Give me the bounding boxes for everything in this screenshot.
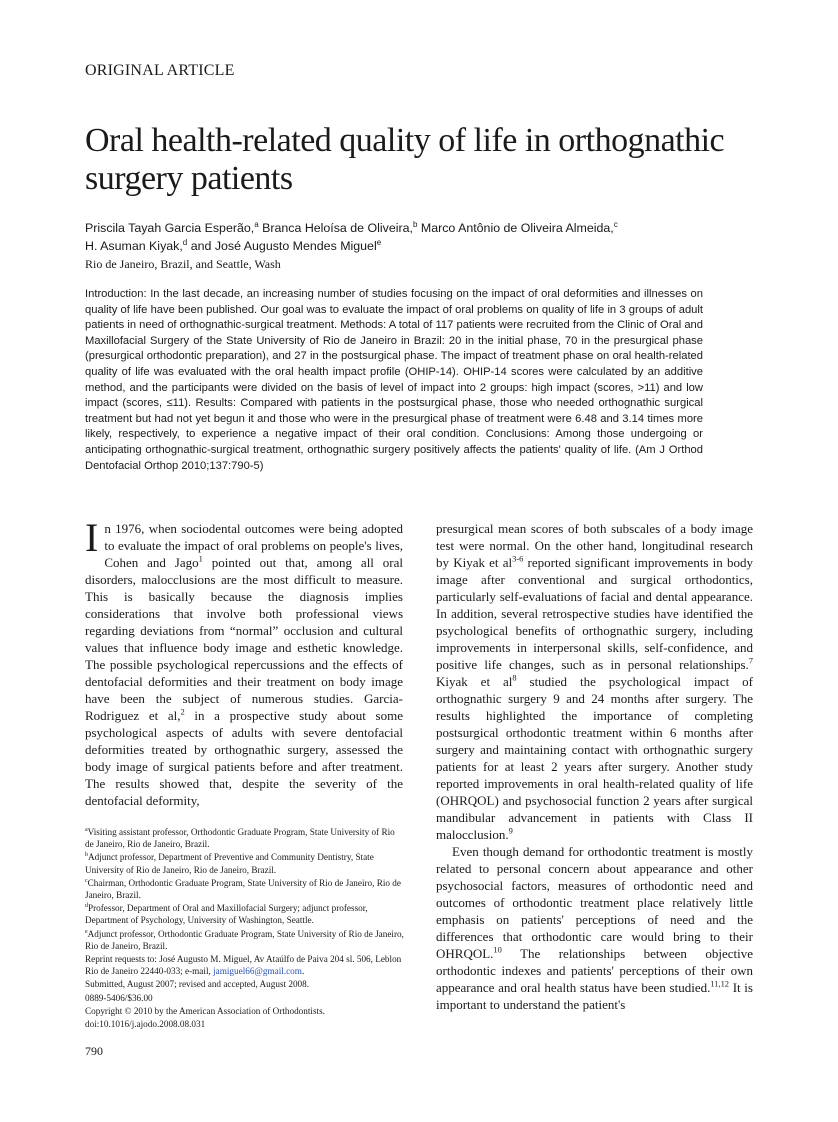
drop-cap: I (85, 515, 99, 560)
body-text: The relationships between objective orthodontic indexes and patients' perceptions of their own appearance and oral health status have been studied. (436, 946, 753, 995)
footnote (85, 902, 405, 926)
footnote (85, 877, 405, 901)
email-link[interactable]: jamiguel66@gmail.com (213, 966, 302, 977)
body-text: Even though demand for orthodontic treatment is mostly related to personal concern about appearance and other psychosocial factors, measures of orthodontic need and outcomes of orthodontic treatment place relatively little emphasis on patients' perceptions of need and the differences that orthodontic care would bring to their OHRQOL. (436, 844, 753, 961)
body-text: reported significant improvements in body image after conventional and surgical orthodontics, particularly self-evaluations of facial and dental appearance. In addition, several retrospective studies have identified the psychological benefits of orthognathic surgery, including improvements in interpersonal skills, self-confidence, and positive life changes, such as in personal relationships. (436, 555, 753, 672)
footnote-text: Chairman, Orthodontic Graduate Program, State University of Rio de Janeiro, Rio de Janeiro, Brazil. (85, 877, 401, 901)
author-name: Priscila Tayah Garcia Esperão, (85, 221, 255, 235)
body-text: n 1976, when sociodental outcomes were being adopted to evaluate the impact of oral problems on people's lives, Cohen and Jago (104, 521, 403, 570)
footnote (85, 826, 405, 850)
reprint-request (85, 953, 405, 977)
body-paragraph (85, 515, 404, 809)
footnote-text: Adjunct professor, Department of Preventive and Community Dentistry, State University of Rio de Janeiro, Rio de Janeiro, Brazil. (85, 852, 374, 875)
citation-ref: 10 (493, 944, 502, 955)
article-title: Oral health-related quality of life in orthognathic surgery patients (85, 122, 725, 197)
citation-ref: 8 (512, 672, 517, 683)
body-text: It is important to understand the patient's (436, 980, 753, 1012)
footnote-mark: c (85, 877, 88, 884)
author-name: H. Asuman Kiyak, (85, 239, 183, 253)
author-affil-mark: c (613, 219, 618, 229)
body-column-right (436, 520, 753, 1013)
body-column-left (85, 515, 404, 809)
abstract (85, 287, 703, 474)
author-list (85, 219, 725, 255)
author-name: and José Augusto Mendes Miguel (187, 239, 377, 253)
body-text: studied the psychological impact of orthognathic surgery 9 and 24 months after surgery. The results highlighted the importance of completing postsurgical orthodontic treatment within 6 months after surgery and maintaining contact with orthognathic surgery patients for at least 2 years after surgery. Another study reported improvements in oral health-related quality of life (OHRQOL) and psychosocial function 2 years after surgical mandibular advancement in patients with Class II malocclusion. (436, 674, 754, 842)
footnote-mark: d (85, 903, 88, 910)
body-text: Kiyak et al (436, 674, 513, 689)
citation-ref: 3-6 (512, 553, 524, 564)
submission-dates: Submitted, August 2007; revised and accepted, August 2008. (85, 979, 310, 990)
footnote-text: Visiting assistant professor, Orthodontic Graduate Program, State University of Rio de Janeiro, Rio de Janeiro, Brazil. (85, 827, 395, 850)
citation-ref: 1 (198, 553, 203, 564)
footnote-text: Professor, Department of Oral and Maxillofacial Surgery; adjunct professor, Department of Psychology, University of Washington, Seattle. (85, 903, 368, 926)
page-number: 790 (85, 1044, 103, 1058)
body-text: pointed out that, among all oral disorders, malocclusions are the most difficult to measure. This is basically because the diagnosis implies considerations that involve both professional views regarding deviations from “normal” occlusion and cultural values that influence body image and esthetic knowledge. The possible psychological repercussions and the effects of dentofacial deformities and their treatment on body image have been the subject of numerous studies. Garcia-Rodriguez et al, (85, 555, 404, 723)
reprint-text: Reprint requests to: José Augusto M. Miguel, Av Ataúlfo de Paiva 204 sl. 506, Leblon Rio de Janeiro 22440-033; e-mail, (85, 954, 402, 977)
author-name: Marco Antônio de Oliveira Almeida, (417, 221, 614, 235)
footnote-mark: b (85, 852, 88, 859)
footnotes (85, 826, 405, 1031)
author-affil-mark: a (254, 219, 259, 229)
body-paragraph (436, 843, 753, 1013)
author-affil-mark: e (376, 237, 382, 247)
footnote (85, 851, 405, 875)
section-label: ORIGINAL ARTICLE (85, 62, 235, 79)
author-affil-mark: d (182, 237, 188, 247)
copyright: Copyright © 2010 by the American Association of Orthodontists. (85, 1005, 325, 1016)
abstract-text: Introduction: In the last decade, an increasing number of studies focusing on the impact of oral deformities and illnesses on quality of life have been published. Our goal was to evaluate the impact of oral problems on quality of life in 3 groups of adult patients in need of orthognathic-surgical treatment. Methods: A total of 117 patients were recruited from the Clinic of Oral and Maxillofacial Surgery of the State University of Rio de Janeiro in Brazil: 20 in the initial phase, 70 in the presurgical phase (presurgical orthodontic preparation), and 27 in the postsurgical phase. The impact of treatment phase on oral health-related quality of life was evaluated with the oral health impact profile (OHIP-14). OHIP-14 scores were calculated by an additive method, and the participants were divided on the basis of level of impact into 2 groups: high impact (scores, >11) and low impact (scores, ≤11). Results: Compared with patients in the postsurgical phase, those who needed orthognathic surgical treatment but had not yet begun it and those who were in the presurgical phase of treatment were 6.48 and 3.14 times more likely, respectively, to experience a negative impact of their oral condition. Conclusions: Among those undergoing or anticipating orthognathic-surgical treatment, orthognathic surgery positively affects the patients' quality of life. (Am J Orthod Dentofacial Orthop 2010;137:790-5) (85, 288, 703, 472)
footnote-mark: a (85, 826, 88, 833)
citation-ref: 7 (748, 655, 753, 666)
reprint-end: . (301, 966, 305, 977)
body-paragraph (436, 520, 753, 843)
author-affil-mark: b (412, 219, 418, 229)
doi: doi:10.1016/j.ajodo.2008.08.031 (85, 1019, 206, 1030)
footnote-mark: e (85, 928, 88, 935)
footnote (85, 928, 405, 952)
citation-ref: 11,12 (710, 978, 730, 989)
author-name: Branca Heloísa de Oliveira, (258, 221, 413, 235)
issn: 0889-5406/$36.00 (85, 992, 153, 1003)
footnote-text: Adjunct professor, Orthodontic Graduate Program, State University of Rio de Janeiro, Rio de Janeiro, Brazil. (85, 928, 404, 951)
author-location: Rio de Janeiro, Brazil, and Seattle, Wash (85, 257, 281, 271)
body-text: in a prospective study about some psychological aspects of adults with severe dentofacial deformities treated by orthognathic surgery, assessed the body image of surgical patients before and after treatment. The results showed that, despite the severity of the dentofacial deformity, (85, 708, 403, 808)
citation-ref: 2 (180, 706, 185, 717)
body-text: presurgical mean scores of both subscales of a body image test were normal. On the other hand, longitudinal research by Kiyak et al (436, 521, 753, 570)
citation-ref: 9 (508, 825, 513, 836)
